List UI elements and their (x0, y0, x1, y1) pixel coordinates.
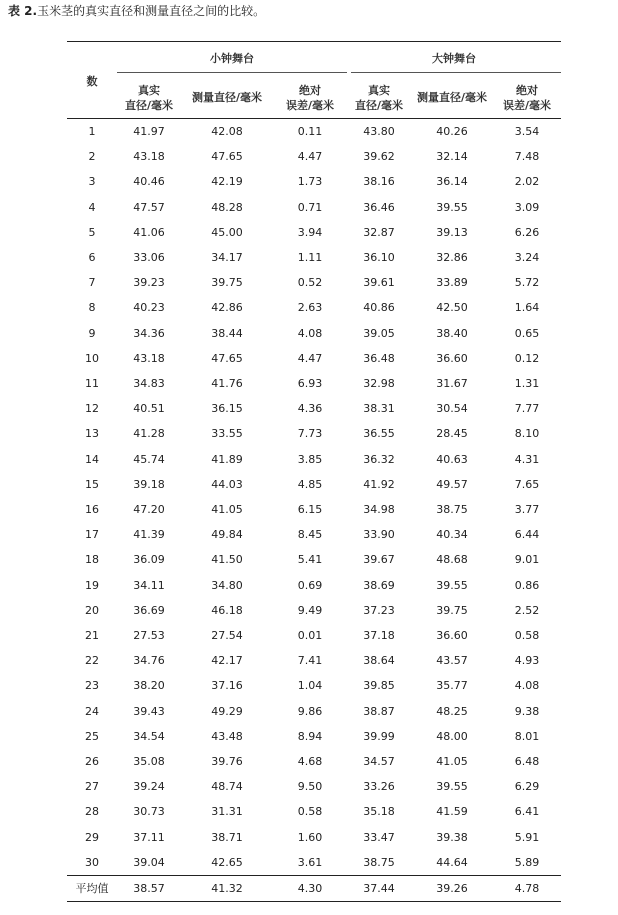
table-cell: 39.99 (363, 729, 395, 743)
table-row (67, 522, 561, 547)
table-cell: 1.73 (297, 175, 323, 189)
table-cell: 41.92 (363, 477, 395, 491)
table-cell: 8.45 (297, 528, 323, 542)
table-cell: 46.18 (211, 603, 243, 617)
table-cell: 40.34 (436, 528, 468, 542)
table-row (67, 799, 561, 824)
table-cell: 35.77 (436, 679, 468, 693)
table-cell: 30.54 (436, 402, 468, 416)
table-cell: 39.18 (133, 477, 165, 491)
table-cell: 48.28 (211, 200, 243, 214)
table-cell: 34.11 (133, 578, 165, 592)
table-cell: 8.01 (514, 729, 540, 743)
row-index-cell: 9 (88, 326, 96, 340)
table-cell: 36.60 (436, 629, 468, 642)
table-cell: 40.26 (436, 125, 468, 138)
row-index-cell: 21 (85, 629, 99, 642)
table-cell: 47.65 (211, 150, 243, 164)
table-cell: 34.36 (133, 326, 165, 340)
table-cell: 34.54 (133, 729, 165, 743)
table-cell: 0.65 (514, 326, 540, 340)
table-cell: 0.01 (297, 629, 323, 642)
table-cell: 4.30 (297, 882, 323, 895)
table-cell: 40.23 (133, 301, 165, 315)
header-index: 数 (86, 75, 98, 88)
table-cell: 41.59 (436, 805, 468, 819)
row-index-cell: 13 (85, 427, 99, 441)
row-index-cell: 7 (88, 276, 96, 290)
table-row (67, 371, 561, 396)
table-cell: 43.57 (436, 654, 468, 668)
table-cell: 39.55 (436, 578, 468, 592)
table-cell: 1.31 (514, 377, 540, 390)
table-row (67, 321, 561, 346)
table-cell: 48.00 (436, 729, 468, 743)
row-index-cell: 17 (85, 528, 99, 542)
row-index-cell: 14 (85, 452, 99, 466)
table-cell: 0.52 (297, 276, 323, 290)
header-group-large-bell: 大钟舞台 (432, 52, 476, 65)
table-cell: 38.87 (363, 704, 395, 718)
table-cell: 34.57 (363, 755, 395, 768)
table-cell: 36.15 (211, 402, 243, 416)
table-cell: 3.94 (297, 225, 323, 239)
table-cell: 1.11 (297, 251, 323, 264)
table-cell: 5.91 (514, 830, 540, 844)
table-cell: 42.17 (211, 654, 243, 668)
table-cell: 41.50 (211, 553, 243, 567)
table-cell: 39.38 (436, 830, 468, 844)
table-cell: 6.26 (514, 225, 540, 239)
table-cell: 36.60 (436, 351, 468, 365)
table-row (67, 497, 561, 522)
table-cell: 39.61 (363, 276, 395, 290)
table-cell: 41.06 (133, 225, 165, 239)
table-cell: 39.76 (211, 755, 243, 768)
table-cell: 0.69 (297, 578, 323, 592)
table-cell: 38.57 (133, 882, 165, 895)
table-cell: 7.73 (297, 427, 323, 441)
table-row (67, 270, 561, 295)
header-absolute-error-large (493, 83, 561, 113)
table-row (67, 472, 561, 497)
table-cell: 48.25 (436, 704, 468, 718)
group-underline-small (117, 72, 347, 73)
table-cell: 39.24 (133, 780, 165, 794)
table-cell: 38.44 (211, 326, 243, 340)
table-cell: 38.75 (436, 503, 468, 516)
table-row (67, 169, 561, 194)
row-index-cell: 11 (85, 377, 99, 390)
table-cell: 39.62 (363, 150, 395, 164)
table-cell: 9.01 (514, 553, 540, 567)
table-cell: 35.18 (363, 805, 395, 819)
table-cell: 8.10 (514, 427, 540, 441)
table-cell: 34.80 (211, 578, 243, 592)
row-index-cell: 2 (88, 150, 96, 164)
caption-label: 表 2. (8, 4, 38, 18)
header-line: 真实 (138, 84, 160, 97)
table-cell: 32.86 (436, 251, 468, 264)
table-cell: 31.67 (436, 377, 468, 390)
table-cell: 2.63 (297, 301, 323, 315)
table-cell: 36.32 (363, 452, 395, 466)
table-cell: 49.84 (211, 528, 243, 542)
row-index-cell: 28 (85, 805, 99, 819)
table-row (67, 573, 561, 598)
table-cell: 43.80 (363, 125, 395, 138)
table-cell: 0.71 (297, 200, 323, 214)
table-cell: 5.72 (514, 276, 540, 290)
table-cell: 40.46 (133, 175, 165, 189)
row-index-cell: 1 (88, 125, 96, 138)
comparison-table (67, 41, 561, 901)
table-cell: 4.93 (514, 654, 540, 668)
header-line: 直径/毫米 (354, 99, 404, 112)
table-cell: 8.94 (297, 729, 323, 743)
table-cell: 1.04 (297, 679, 323, 693)
table-cell: 7.48 (514, 150, 540, 164)
table-cell: 5.41 (297, 553, 323, 567)
table-cell: 42.65 (211, 855, 243, 869)
table-row (67, 447, 561, 472)
table-cell: 37.44 (363, 882, 395, 895)
table-cell: 1.64 (514, 301, 540, 315)
table-cell: 39.04 (133, 855, 165, 869)
table-cell: 41.89 (211, 452, 243, 466)
table-row (67, 421, 561, 446)
table-cell: 49.57 (436, 477, 468, 491)
table-bottom-rule (67, 901, 561, 902)
table-cell: 4.31 (514, 452, 540, 466)
table-cell: 39.75 (211, 276, 243, 290)
table-cell: 33.06 (133, 251, 165, 264)
table-row (67, 119, 561, 144)
table-cell: 9.50 (297, 780, 323, 794)
table-cell: 43.18 (133, 150, 165, 164)
table-cell: 45.00 (211, 225, 243, 239)
table-cell: 41.28 (133, 427, 165, 441)
table-cell: 4.08 (297, 326, 323, 340)
header-line: 直径/毫米 (124, 99, 174, 112)
average-row (67, 876, 561, 901)
table-cell: 7.41 (297, 654, 323, 668)
table-cell: 1.60 (297, 830, 323, 844)
table-cell: 4.78 (514, 882, 540, 895)
table-cell: 33.26 (363, 780, 395, 794)
table-cell: 39.43 (133, 704, 165, 718)
table-cell: 4.68 (297, 755, 323, 768)
table-cell: 40.63 (436, 452, 468, 466)
table-cell: 27.54 (211, 629, 243, 642)
table-cell: 38.64 (363, 654, 395, 668)
table-cell: 45.74 (133, 452, 165, 466)
table-cell: 3.24 (514, 251, 540, 264)
table-cell: 3.77 (514, 503, 540, 516)
table-cell: 3.61 (297, 855, 323, 869)
table-cell: 33.90 (363, 528, 395, 542)
table-row (67, 774, 561, 799)
table-cell: 42.86 (211, 301, 243, 315)
group-underline-large (351, 72, 561, 73)
header-line: 绝对 (516, 84, 538, 97)
table-cell: 39.75 (436, 603, 468, 617)
table-cell: 31.31 (211, 805, 243, 819)
row-index-cell: 20 (85, 603, 99, 617)
table-cell: 41.97 (133, 125, 165, 138)
row-index-cell: 24 (85, 704, 99, 718)
table-cell: 38.31 (363, 402, 395, 416)
table-cell: 7.77 (514, 402, 540, 416)
table-cell: 39.05 (363, 326, 395, 340)
table-cell: 38.40 (436, 326, 468, 340)
header-line: 真实 (368, 84, 390, 97)
table-cell: 38.16 (363, 175, 395, 189)
table-row (67, 144, 561, 169)
table-cell: 39.23 (133, 276, 165, 290)
table-cell: 47.65 (211, 351, 243, 365)
table-cell: 39.26 (436, 882, 468, 895)
table-cell: 34.76 (133, 654, 165, 668)
table-cell: 2.02 (514, 175, 540, 189)
table-cell: 41.39 (133, 528, 165, 542)
table-cell: 36.55 (363, 427, 395, 441)
table-cell: 38.20 (133, 679, 165, 693)
table-cell: 36.69 (133, 603, 165, 617)
table-cell: 0.58 (297, 805, 323, 819)
table-cell: 34.98 (363, 503, 395, 516)
table-row (67, 295, 561, 320)
table-row (67, 623, 561, 648)
table-cell: 6.41 (514, 805, 540, 819)
table-cell: 6.15 (297, 503, 323, 516)
table-row (67, 699, 561, 724)
table-cell: 32.87 (363, 225, 395, 239)
header-line: 绝对 (299, 84, 321, 97)
table-cell: 3.85 (297, 452, 323, 466)
table-row (67, 673, 561, 698)
row-index-cell: 12 (85, 402, 99, 416)
table-cell: 4.85 (297, 477, 323, 491)
table-cell: 9.38 (514, 704, 540, 718)
table-cell: 37.11 (133, 830, 165, 844)
table-cell: 41.05 (211, 503, 243, 516)
table-cell: 38.71 (211, 830, 243, 844)
header-measured-diameter-small: 测量直径/毫米 (191, 91, 263, 104)
row-index-cell: 25 (85, 729, 99, 743)
table-cell: 36.10 (363, 251, 395, 264)
table-cell: 28.45 (436, 427, 468, 441)
table-cell: 48.74 (211, 780, 243, 794)
row-index-cell: 19 (85, 578, 99, 592)
header-line: 误差/毫米 (285, 99, 335, 112)
table-cell: 42.08 (211, 125, 243, 138)
table-cell: 9.86 (297, 704, 323, 718)
table-cell: 33.89 (436, 276, 468, 290)
table-cell: 6.44 (514, 528, 540, 542)
table-row (67, 346, 561, 371)
table-top-rule (67, 41, 561, 42)
table-cell: 40.86 (363, 301, 395, 315)
table-cell: 36.09 (133, 553, 165, 567)
table-cell: 47.20 (133, 503, 165, 516)
table-cell: 43.18 (133, 351, 165, 365)
table-cell: 27.53 (133, 629, 165, 642)
table-cell: 48.68 (436, 553, 468, 567)
table-caption (8, 3, 265, 19)
table-cell: 30.73 (133, 805, 165, 819)
table-cell: 35.08 (133, 755, 165, 768)
table-cell: 6.93 (297, 377, 323, 390)
caption-text: 玉米茎的真实直径和测量直径之间的比较。 (37, 4, 266, 18)
table-cell: 42.19 (211, 175, 243, 189)
table-cell: 37.16 (211, 679, 243, 693)
row-index-cell: 27 (85, 780, 99, 794)
table-cell: 4.47 (297, 351, 323, 365)
row-index-cell: 30 (85, 855, 99, 869)
table-cell: 3.09 (514, 200, 540, 214)
table-cell: 33.55 (211, 427, 243, 441)
header-absolute-error-small (273, 83, 347, 113)
table-cell: 37.23 (363, 603, 395, 617)
table-cell: 34.17 (211, 251, 243, 264)
table-cell: 34.83 (133, 377, 165, 390)
table-cell: 3.54 (514, 125, 540, 138)
table-cell: 37.18 (363, 629, 395, 642)
table-row (67, 598, 561, 623)
table-row (67, 547, 561, 572)
table-cell: 44.64 (436, 855, 468, 869)
row-index-cell: 6 (88, 251, 96, 264)
row-index-cell: 4 (88, 200, 96, 214)
header-true-diameter-large (347, 83, 411, 113)
table-cell: 39.55 (436, 780, 468, 794)
table-row (67, 850, 561, 875)
average-label: 平均值 (75, 882, 109, 895)
table-cell: 41.76 (211, 377, 243, 390)
table-cell: 9.49 (297, 603, 323, 617)
row-index-cell: 18 (85, 553, 99, 567)
row-index-cell: 26 (85, 755, 99, 768)
table-cell: 0.86 (514, 578, 540, 592)
table-row (67, 220, 561, 245)
header-line: 误差/毫米 (502, 99, 552, 112)
table-cell: 49.29 (211, 704, 243, 718)
row-index-cell: 29 (85, 830, 99, 844)
table-cell: 0.58 (514, 629, 540, 642)
table-cell: 6.29 (514, 780, 540, 794)
table-cell: 41.32 (211, 882, 243, 895)
row-index-cell: 22 (85, 654, 99, 668)
table-cell: 36.48 (363, 351, 395, 365)
table-cell: 44.03 (211, 477, 243, 491)
table-cell: 40.51 (133, 402, 165, 416)
table-cell: 4.47 (297, 150, 323, 164)
table-cell: 5.89 (514, 855, 540, 869)
table-cell: 38.69 (363, 578, 395, 592)
table-row (67, 195, 561, 220)
table-cell: 4.36 (297, 402, 323, 416)
table-cell: 0.11 (297, 125, 323, 138)
table-cell: 41.05 (436, 755, 468, 768)
table-cell: 39.13 (436, 225, 468, 239)
row-index-cell: 23 (85, 679, 99, 693)
table-cell: 43.48 (211, 729, 243, 743)
table-cell: 39.85 (363, 679, 395, 693)
table-cell: 33.47 (363, 830, 395, 844)
table-row (67, 396, 561, 421)
table-cell: 39.55 (436, 200, 468, 214)
table-cell: 39.67 (363, 553, 395, 567)
table-cell: 47.57 (133, 200, 165, 214)
row-index-cell: 3 (88, 175, 96, 189)
header-measured-diameter-large: 测量直径/毫米 (416, 91, 488, 104)
table-cell: 6.48 (514, 755, 540, 768)
table-cell: 32.98 (363, 377, 395, 390)
table-cell: 36.46 (363, 200, 395, 214)
header-group-small-bell: 小钟舞台 (210, 52, 254, 65)
table-cell: 36.14 (436, 175, 468, 189)
table-row (67, 825, 561, 850)
table-cell: 38.75 (363, 855, 395, 869)
row-index-cell: 8 (88, 301, 96, 315)
table-row (67, 245, 561, 270)
table-row (67, 724, 561, 749)
row-index-cell: 15 (85, 477, 99, 491)
header-true-diameter-small (117, 83, 181, 113)
table-row (67, 749, 561, 774)
table-cell: 32.14 (436, 150, 468, 164)
table-cell: 2.52 (514, 603, 540, 617)
table-cell: 42.50 (436, 301, 468, 315)
row-index-cell: 10 (85, 351, 99, 365)
table-cell: 4.08 (514, 679, 540, 693)
table-cell: 7.65 (514, 477, 540, 491)
row-index-cell: 5 (88, 225, 96, 239)
table-row (67, 648, 561, 673)
row-index-cell: 16 (85, 503, 99, 516)
table-cell: 0.12 (514, 351, 540, 365)
